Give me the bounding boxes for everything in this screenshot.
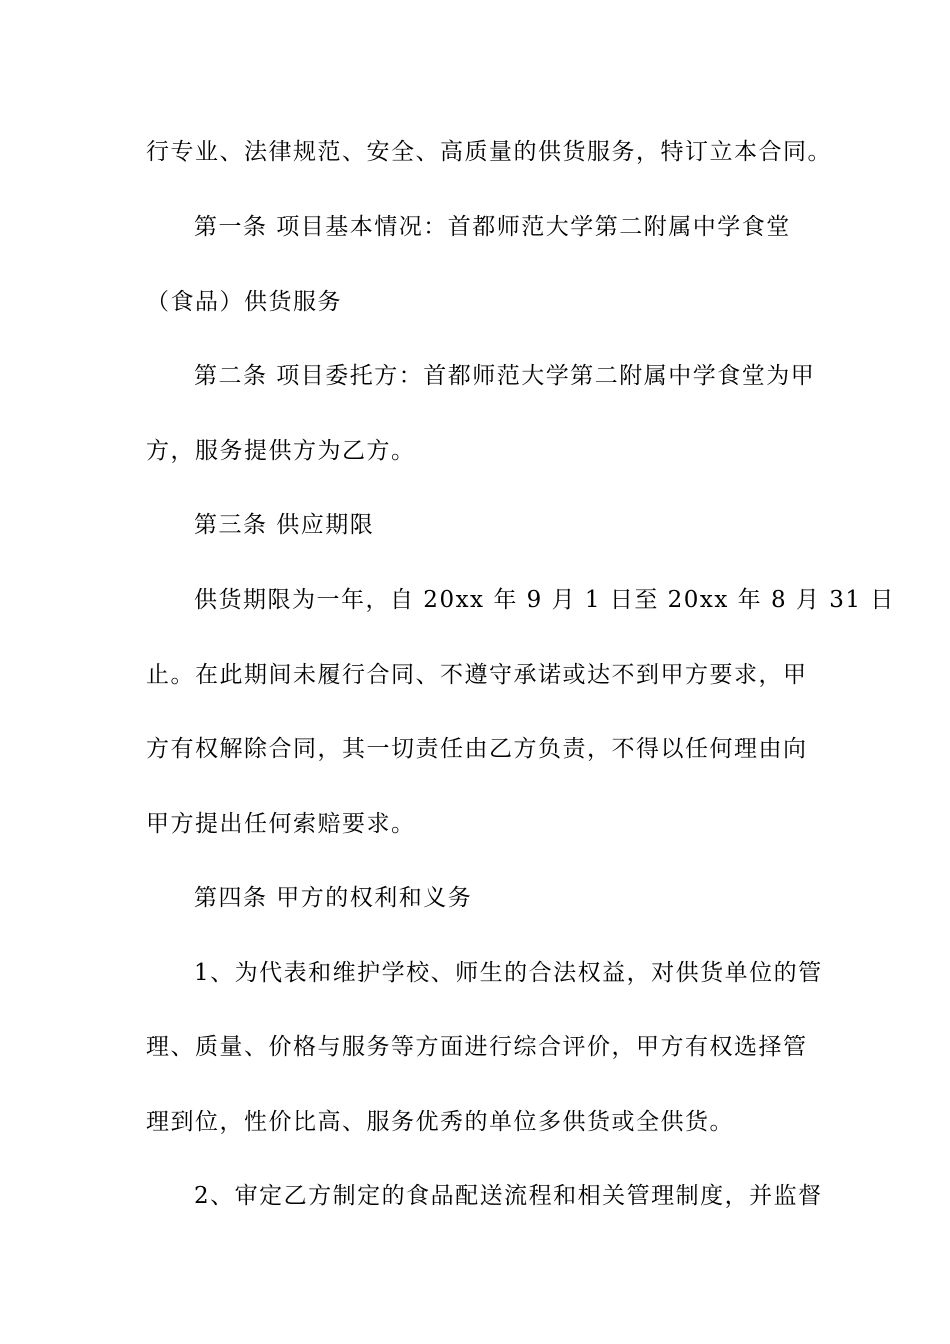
paragraph-line: 理、质量、价格与服务等方面进行综合评价，甲方有权选择管 xyxy=(146,1034,808,1060)
paragraph-line: 甲方提出任何索赔要求。 xyxy=(146,811,416,837)
article-4-heading: 第四条 甲方的权利和义务 xyxy=(194,885,473,911)
paragraph-line: 理到位，性价比高、服务优秀的单位多供货或全供货。 xyxy=(146,1109,734,1135)
paragraph-line: 2、审定乙方制定的食品配送流程和相关管理制度，并监督 xyxy=(194,1183,823,1209)
paragraph-line: 方有权解除合同，其一切责任由乙方负责，不得以任何理由向 xyxy=(146,736,808,762)
article-3-heading: 第三条 供应期限 xyxy=(194,512,375,538)
paragraph-line: 供货期限为一年，自 20xx 年 9 月 1 日至 20xx 年 8 月 31 日 xyxy=(194,587,895,613)
paragraph-line: （食品）供货服务 xyxy=(146,289,342,315)
article-1-heading: 第一条 项目基本情况：首都师范大学第二附属中学食堂 xyxy=(194,214,791,240)
paragraph-line: 方，服务提供方为乙方。 xyxy=(146,438,416,464)
paragraph-line: 1、为代表和维护学校、师生的合法权益，对供货单位的管 xyxy=(194,960,823,986)
paragraph-line: 行专业、法律规范、安全、高质量的供货服务，特订立本合同。 xyxy=(146,139,832,165)
article-2-heading: 第二条 项目委托方：首都师范大学第二附属中学食堂为甲 xyxy=(194,363,816,389)
paragraph-line: 止。在此期间未履行合同、不遵守承诺或达不到甲方要求，甲 xyxy=(146,662,808,688)
